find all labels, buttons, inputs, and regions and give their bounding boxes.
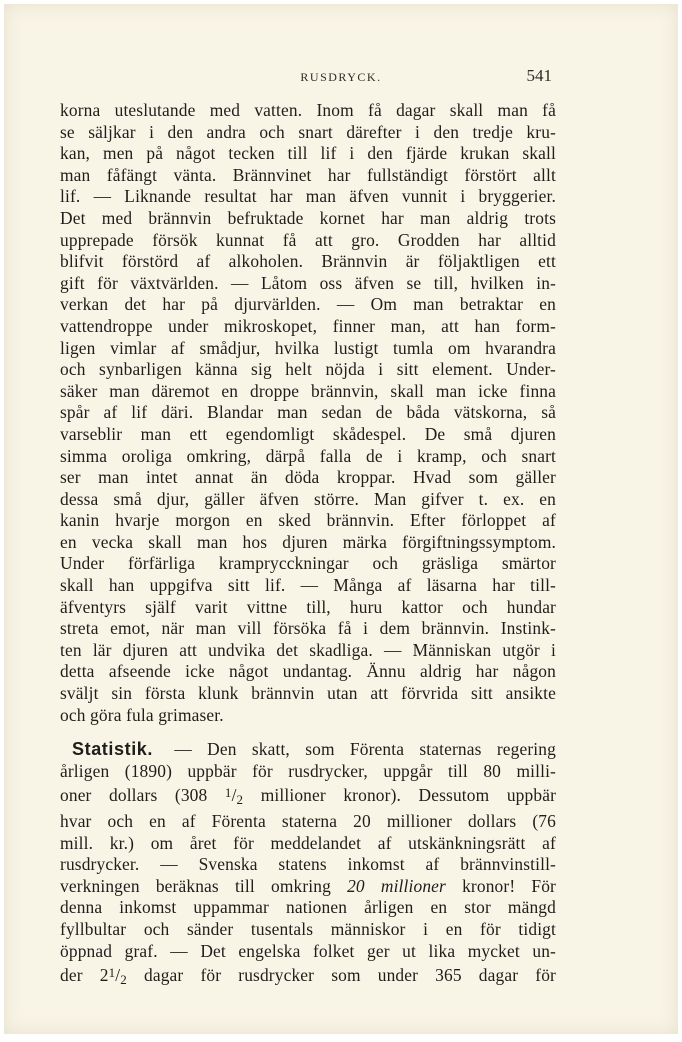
text-segment: millioner kronor). Dessutom uppbär xyxy=(260,785,557,806)
text-line: årligen (1890) uppbär för rusdrycker, uppgår till 80 milli- xyxy=(60,760,556,781)
text-line: se säljkar i den andra och snart därefter i den tredje kru- xyxy=(60,121,556,142)
text-line: dessa små djur, gäller äfven större. Man gifver t. ex. en xyxy=(60,488,556,509)
text-line: hvar och en af Förenta staterna 20 millioner dollars (76 xyxy=(60,811,556,831)
text-line: Det med brännvin befruktade kornet har man aldrig trots xyxy=(60,207,556,228)
text-line: ser man intet annat än döda kroppar. Hvad som gäller xyxy=(60,467,556,488)
body-text xyxy=(60,100,556,991)
text-line: gift för växtvärlden. — Låtom oss äfven se till, hvilken in- xyxy=(60,272,556,293)
fraction-denominator: 2 xyxy=(120,972,127,988)
text-line: vattendroppe under mikroskopet, finner man, att han form- xyxy=(60,315,556,336)
text-line: spår af lif däri. Blandar man sedan de båda vätskorna, så xyxy=(60,402,556,423)
fraction-denominator: 2 xyxy=(236,792,244,808)
book-page xyxy=(4,4,678,1034)
text-line: detta afseende icke något undantag. Ännu aldrig har någon xyxy=(60,661,556,682)
text-line: denna inkomst uppammar nationen årligen en stor mängd xyxy=(60,897,556,918)
text-line: verkan det har på djurvärlden. — Om man betraktar en xyxy=(60,294,556,315)
text-line: och göra fula grimaser. xyxy=(60,704,224,725)
fraction-numerator: 1 xyxy=(108,965,116,981)
text-line: blifvit förstörd af alkoholen. Brännvin är följaktligen ett xyxy=(60,251,556,272)
section-heading: Statistik. xyxy=(72,739,154,760)
text-line: der $2^1/2$ dagar för rusdrycker som under 365 dagar för xyxy=(60,965,556,988)
running-head: RUSDRYCK. xyxy=(300,70,382,84)
text-line: sväljt sin första klunk brännvin utan att förvrida sitt ansikte xyxy=(60,683,556,704)
text-line: man fåfängt vänta. Brännvinet har fullständigt förstört allt xyxy=(60,164,556,185)
text-line: ligen vimlar af smådjur, hvilka lustigt tumla om hvarandra xyxy=(60,337,556,358)
text-line: fyllbultar och sänder tusentals människor i en för tidigt xyxy=(60,918,556,939)
paragraph-gap xyxy=(60,726,556,739)
fraction-numerator: 1 xyxy=(224,785,232,801)
text-line: och synbarligen känna sig helt nöjda i sitt element. Under- xyxy=(60,359,556,380)
text-line: streta emot, när man vill försöka få i dem brännvin. Instink- xyxy=(60,618,556,639)
text-line: skall han uppgifva sitt lif. — Många af läsarna har till- xyxy=(60,575,556,596)
text-segment: dagar för rusdrycker som under 365 dagar för xyxy=(143,965,556,986)
text-line xyxy=(60,876,556,898)
text-line: kanin hvarje morgon en sked brännvin. Efter förloppet af xyxy=(60,510,556,531)
text-segment: kronor! För xyxy=(462,875,556,896)
text-segment: der 2 xyxy=(60,965,109,986)
text-line: upprepade försök kunnat få att gro. Grodden har alltid xyxy=(60,229,556,250)
text-line: kan, men på något tecken till lif i den fjärde krukan skall xyxy=(60,143,556,164)
text-segment: — Den skatt, som Förenta staternas regering xyxy=(174,739,556,760)
text-line: varseblir man ett egendomligt skådespel. De små djuren xyxy=(60,423,556,444)
text-line: simma oroliga omkring, därpå falla de i kramp, och snart xyxy=(60,445,556,466)
text-line: en vecka skall man hos djuren märka förgiftningssymptom. xyxy=(60,531,556,552)
text-line: rusdrycker. — Svenska statens inkomst af brännvinstill- xyxy=(60,854,556,875)
paragraph-alcohol-effects xyxy=(60,100,556,726)
page-number: 541 xyxy=(526,66,552,85)
text-segment: oner dollars (308 xyxy=(60,785,208,806)
paragraph-statistics xyxy=(60,739,556,991)
text-line xyxy=(60,739,556,761)
italic-amount: 20 millioner xyxy=(347,875,446,896)
text-line: äfventyrs själf varit vittne till, huru kattor och hundar xyxy=(60,596,556,617)
text-line: korna uteslutande med vatten. Inom få dagar skall man få xyxy=(60,100,556,120)
text-line: lif. — Liknande resultat har man äfven vunnit i bryggerier. xyxy=(60,186,556,207)
text-segment: verkningen beräknas till omkring xyxy=(60,875,331,896)
text-line: Under förfärliga kramprycckningar och gräsliga smärtor xyxy=(60,553,556,574)
text-line: ten lär djuren att undvika det skadliga. — Människan utgör i xyxy=(60,639,556,660)
text-line: mill. kr.) om året för meddelandet af utskänkningsrätt af xyxy=(60,832,556,853)
text-line: öppnad graf. — Det engelska folket ger ut lika mycket un- xyxy=(60,940,556,961)
text-line: säker man däremot en droppe brännvin, skall man icke finna xyxy=(60,380,556,401)
text-line: oner dollars (308 $^1$/2 millioner kronor). Dessutom uppbär xyxy=(60,785,557,808)
